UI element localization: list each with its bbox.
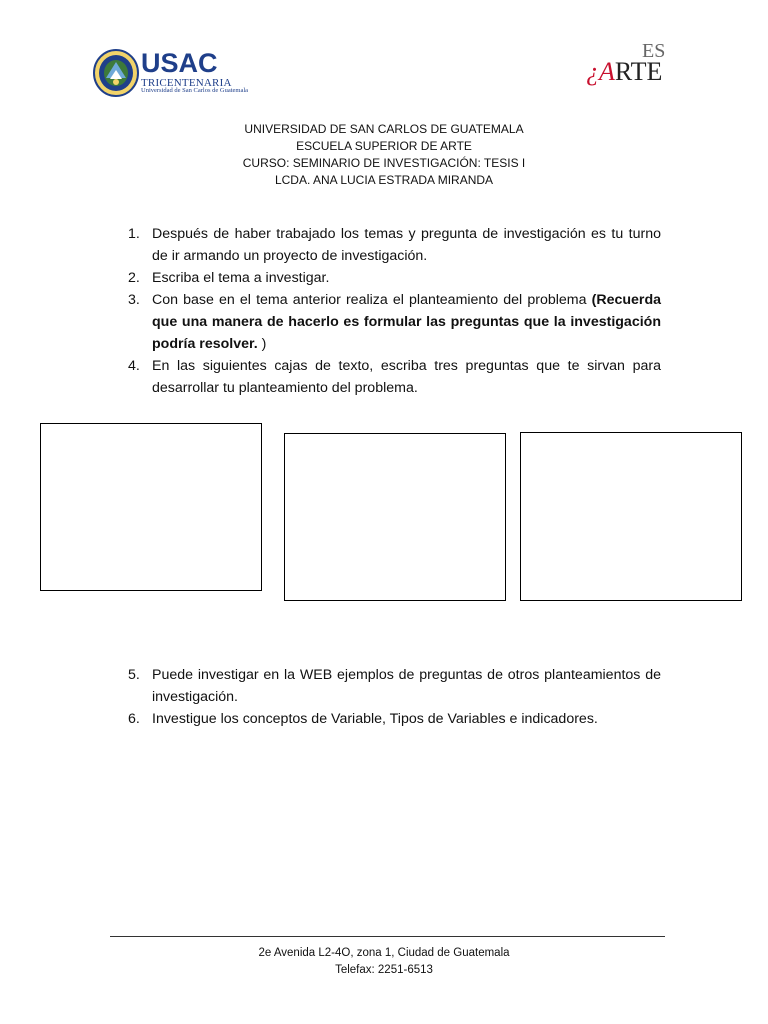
esarte-logo-a: A	[599, 57, 615, 86]
instruction-tail: )	[257, 336, 267, 352]
question-box-3[interactable]	[520, 432, 742, 601]
instruction-bold-note: (Recuerda que una manera de hacerlo es formular las preguntas que la investigación podría resolver.	[152, 292, 661, 352]
instruction-text: Después de haber trabajado los temas y pregunta de investigación es tu turno de ir armando un proyecto de investigación.	[152, 226, 661, 264]
footer-phone: Telefax: 2251-6513	[335, 964, 433, 976]
instruction-number: 4.	[128, 358, 140, 374]
esarte-logo-es: ES	[642, 40, 666, 62]
footer-divider	[110, 936, 665, 937]
esarte-logo	[584, 40, 674, 90]
question-box-1[interactable]	[40, 423, 262, 591]
footer-address: 2e Avenida L2-4O, zona 1, Ciudad de Guatemala	[258, 947, 510, 959]
header-university: UNIVERSIDAD DE SAN CARLOS DE GUATEMALA	[244, 122, 524, 136]
usac-logo-university: Universidad de San Carlos de Guatemala	[141, 87, 249, 94]
instruction-item-5	[125, 664, 661, 708]
usac-logo-tricentenaria: TRICENTENARIA	[141, 77, 232, 89]
instructions-list	[125, 223, 661, 399]
header-school: ESCUELA SUPERIOR DE ARTE	[296, 139, 472, 153]
instruction-number: 3.	[128, 292, 140, 308]
instruction-item-3	[125, 289, 661, 355]
esarte-logo-question: ¿	[586, 57, 599, 86]
instruction-number: 1.	[128, 226, 140, 242]
instruction-number: 5.	[128, 667, 140, 683]
instruction-item-1	[125, 223, 661, 267]
document-footer	[0, 945, 768, 979]
header-teacher: LCDA. ANA LUCIA ESTRADA MIRANDA	[274, 173, 494, 187]
instruction-item-4	[125, 355, 661, 399]
header-course: CURSO: SEMINARIO DE INVESTIGACIÓN: TESIS I	[242, 156, 526, 170]
instruction-number: 6.	[128, 711, 140, 727]
usac-seal-icon	[93, 48, 139, 98]
usac-logo	[93, 48, 249, 100]
esarte-logo-mark	[586, 58, 662, 86]
question-box-2[interactable]	[284, 433, 506, 601]
usac-logo-name: USAC	[141, 48, 218, 78]
instruction-text: Escriba el tema a investigar.	[152, 270, 330, 286]
instruction-text: Investigue los conceptos de Variable, Tipos de Variables e indicadores.	[152, 711, 598, 727]
instruction-text: En las siguientes cajas de texto, escriba tres preguntas que te sirvan para desarrollar tu planteamiento del problema.	[152, 358, 661, 396]
instruction-number: 2.	[128, 270, 140, 286]
instruction-item-2	[125, 267, 661, 289]
instructions-list-continued	[125, 664, 661, 730]
esarte-logo-rte: RTE	[614, 57, 663, 86]
document-header	[0, 121, 768, 189]
instruction-text: Con base en el tema anterior realiza el planteamiento del problema	[152, 292, 587, 308]
instruction-text: Puede investigar en la WEB ejemplos de preguntas de otros planteamientos de investigación.	[152, 667, 661, 705]
instruction-item-6	[125, 708, 661, 730]
